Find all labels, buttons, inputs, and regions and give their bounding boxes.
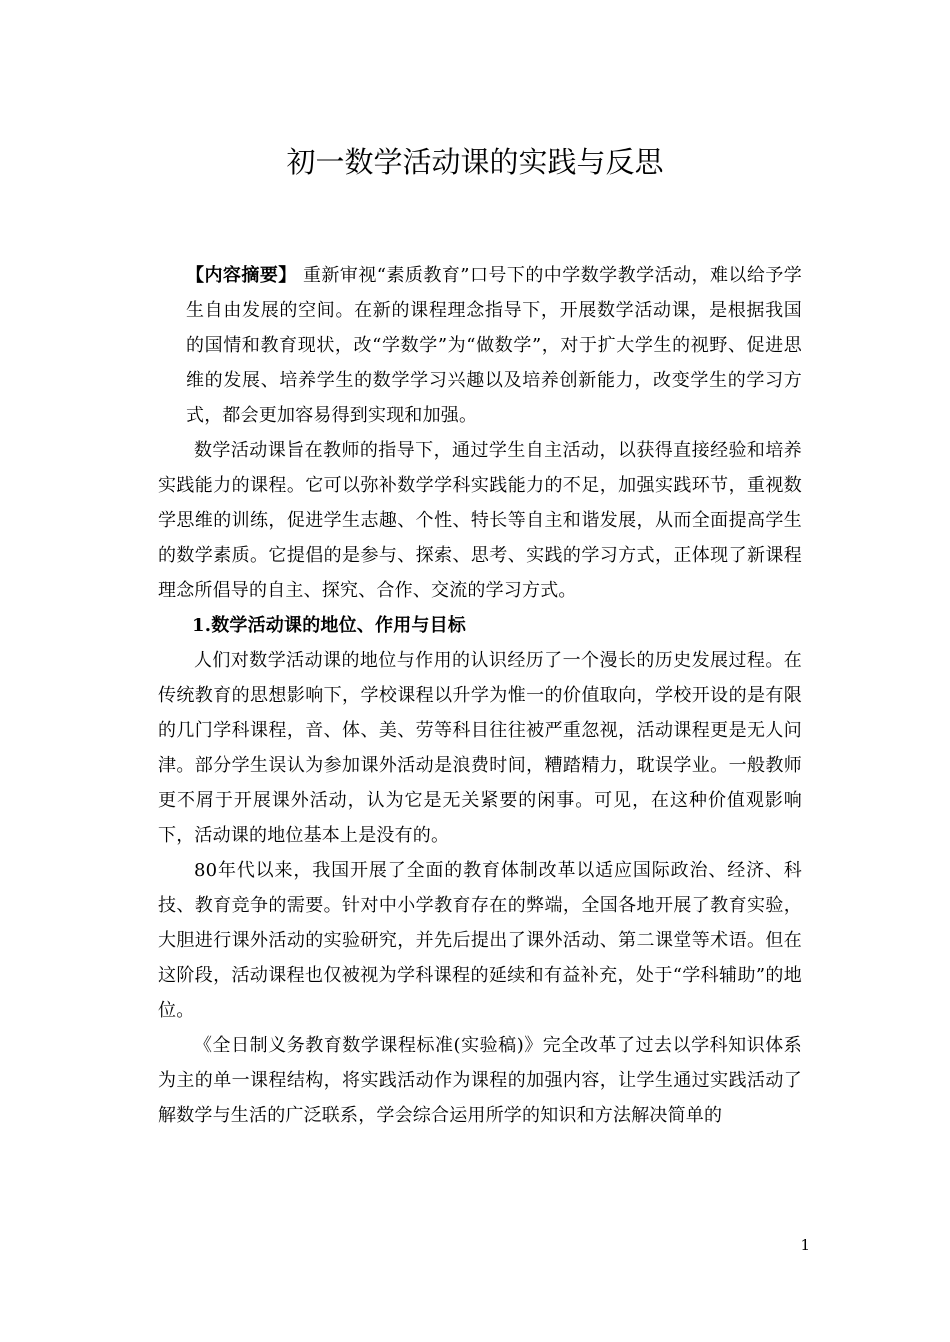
abstract-text: 重新审视“素质教育”口号下的中学数学教学活动，难以给予学生自由发展的空间。在新的课程理念指导下，开展数学活动课，是根据我国的国情和教育现状，改“学数学”为“做数学”，对于扩大学生的视野、促进思维的发展、培养学生的数学学习兴趣以及培养创新能力，改变学生的学习方式，都会更加容易得到实现和加强。 — [186, 265, 802, 426]
paragraph: 《全日制义务教育数学课程标准(实验稿)》完全改革了过去以学科知识体系为主的单一课程结构，将实践活动作为课程的加强内容，让学生通过实践活动了解数学与生活的广泛联系，学会综合运用所学的知识和方法解决简单的 — [158, 1035, 802, 1126]
section-heading: 1.数学活动课的地位、作用与目标 — [192, 615, 466, 636]
page-number: 1 — [800, 1236, 810, 1254]
abstract-paragraph — [158, 258, 802, 433]
page-title: 初一数学活动课的实践与反思 — [286, 145, 664, 179]
paragraph: 80年代以来，我国开展了全面的教育体制改革以适应国际政治、经济、科技、教育竞争的需要。针对中小学教育存在的弊端，全国各地开展了教育实验，大胆进行课外活动的实验研究，并先后提出了课外活动、第二课堂等术语。但在这阶段，活动课程也仅被视为学科课程的延续和有益补充，处于“学科辅助”的地位。 — [158, 860, 802, 1021]
paragraph: 数学活动课旨在教师的指导下，通过学生自主活动，以获得直接经验和培养实践能力的课程。它可以弥补数学学科实践能力的不足，加强实践环节，重视数学思维的训练，促进学生志趣、个性、特长等自主和谐发展，从而全面提高学生的数学素质。它提倡的是参与、探索、思考、实践的学习方式，正体现了新课程理念所倡导的自主、探究、合作、交流的学习方式。 — [158, 440, 802, 601]
abstract-label: 【内容摘要】 — [186, 265, 297, 286]
document-body — [158, 258, 802, 1133]
paragraph: 人们对数学活动课的地位与作用的认识经历了一个漫长的历史发展过程。在传统教育的思想影响下，学校课程以升学为惟一的价值取向，学校开设的是有限的几门学科课程，音、体、美、劳等科目往往被严重忽视，活动课程更是无人问津。部分学生误认为参加课外活动是浪费时间，糟踏精力，耽误学业。一般教师更不屑于开展课外活动，认为它是无关紧要的闲事。可见，在这种价值观影响下，活动课的地位基本上是没有的。 — [158, 650, 802, 846]
